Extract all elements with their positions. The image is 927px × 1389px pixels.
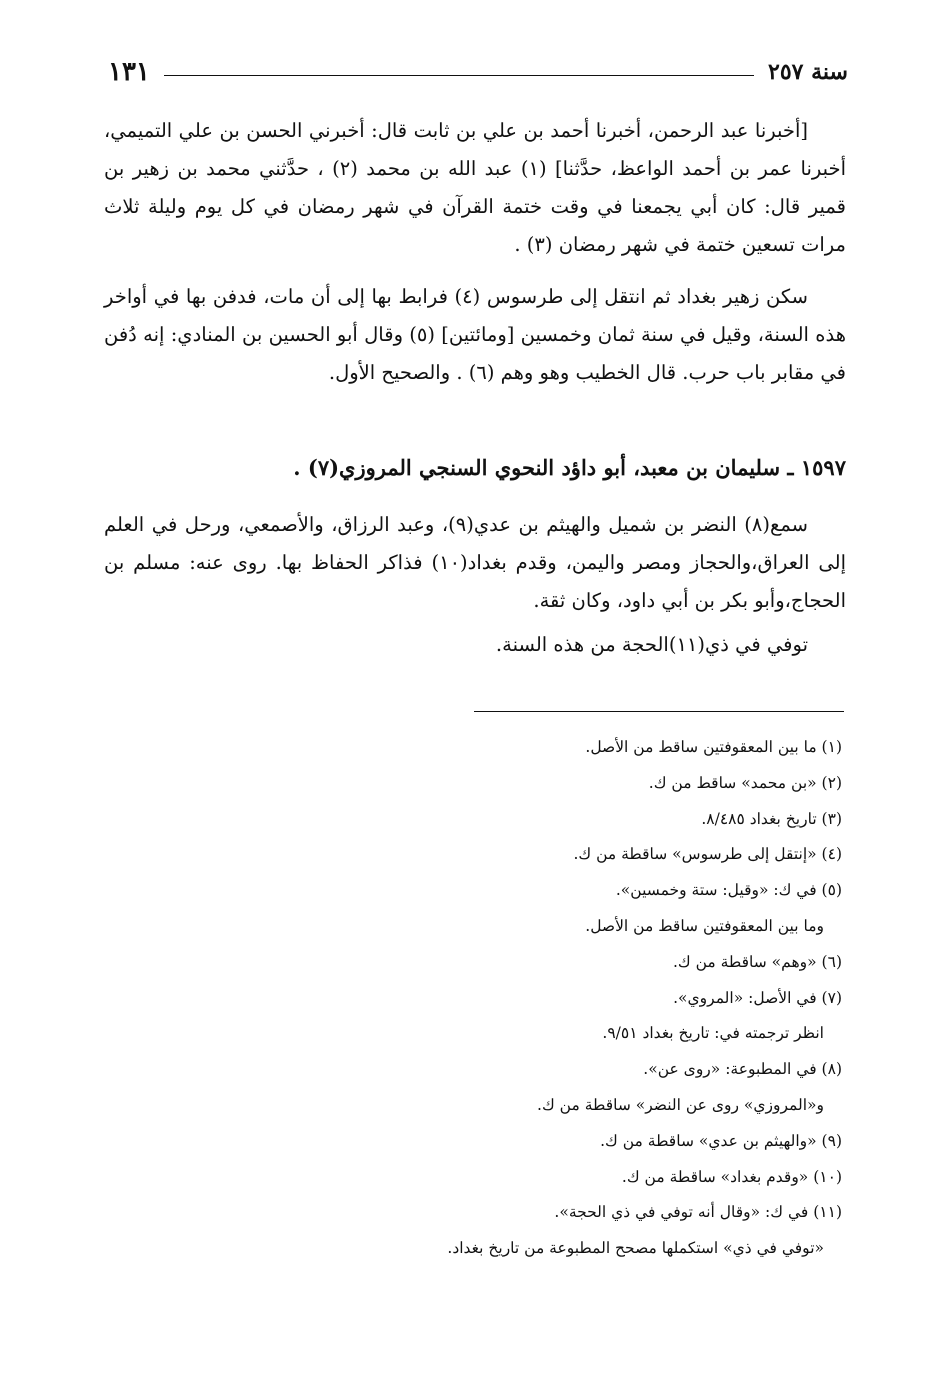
footnote-continuation: انظر ترجمته في: تاريخ بغداد ٩/٥١. (602, 1024, 824, 1043)
footnote: (٧) في الأصل: «المروي». (673, 988, 842, 1007)
paragraph: سمع(٨) النضر بن شميل والهيثم بن عدي(٩)، وعبد الرزاق، والأصمعي، ورحل في العلم إلى العراق،والحجاز ومصر واليمن، وقدم بغداد(١٠) فذاكر الحفاظ بها. روى عنه: مسلم بن الحجاج،وأبو بكر بن أبي داود، وكان ثقة. (104, 513, 846, 612)
header-rule (164, 75, 754, 76)
page-header (108, 52, 848, 92)
footnote: (٤) «إنتقل إلى طرسوس» ساقطة من ك. (573, 845, 842, 864)
footnote-continuation: و«المروزي» روى عن النضر» ساقطة من ك. (537, 1095, 824, 1114)
footnote: (٣) تاريخ بغداد ٨/٤٨٥. (701, 809, 842, 828)
entry-text (104, 506, 846, 664)
paragraph: [أخبرنا عبد الرحمن، أخبرنا أحمد بن علي بن ثابت قال: أخبرني الحسن بن علي التميمي، أخبرنا عمر بن أحمد الواعظ، حدَّثنا] (١) عبد الله بن محمد (٢) ، حدَّثني محمد بن زهير بن قمير قال: كان أبي يجمعنا في وقت ختمة القرآن في شهر رمضان في كل يوم وليلة ثلاث مرات تسعين ختمة في شهر رمضان (٣) . (104, 119, 847, 256)
footnotes (300, 730, 842, 1267)
paragraph: سكن زهير بغداد ثم انتقل إلى طرسوس (٤) فرابط بها إلى أن مات، فدفن بها في أواخر هذه السنة، وقيل في سنة ثمان وخمسين [ومائتين] (٥) وقال أبو الحسين بن المنادي: إنه دُفن في مقابر باب حرب. قال الخطيب وهو وهم (٦) . والصحيح الأول. (104, 285, 846, 384)
entry-heading: ١٥٩٧ ـ سليمان بن معبد، أبو داؤد النحوي السنجي المروزي(٧) . (293, 455, 846, 480)
footnote-continuation: وما بين المعقوفتين ساقط من الأصل. (585, 916, 824, 935)
footnote: (١١) في ك: «وقال أنه توفي في ذي الحجة». (554, 1203, 842, 1222)
footnote: (٦) «وهم» ساقطة من ك. (672, 952, 842, 971)
footnote: (١٠) «وقدم بغداد» ساقطة من ك. (621, 1167, 842, 1186)
footnote: (٢) «بن محمد» ساقط من ك. (648, 773, 842, 792)
main-text (104, 112, 846, 392)
footnote: (٨) في المطبوعة: «روى عن». (643, 1060, 842, 1079)
paragraph: توفي في ذي(١١)الحجة من هذه السنة. (495, 633, 808, 656)
running-title: سنة ٢٥٧ (768, 59, 848, 85)
footnote: (٩) «والهيثم بن عدي» ساقطة من ك. (600, 1131, 842, 1150)
footnote: (٥) في ك: «وقيل: ستة وخمسين». (615, 881, 842, 900)
footnote-separator (474, 711, 844, 712)
footnote-continuation: «توفي في ذي» استكملها مصحح المطبوعة من تاريخ بغداد. (447, 1239, 824, 1258)
page-number: ١٣١ (108, 57, 150, 87)
footnote: (١) ما بين المعقوفتين ساقط من الأصل. (585, 738, 842, 756)
